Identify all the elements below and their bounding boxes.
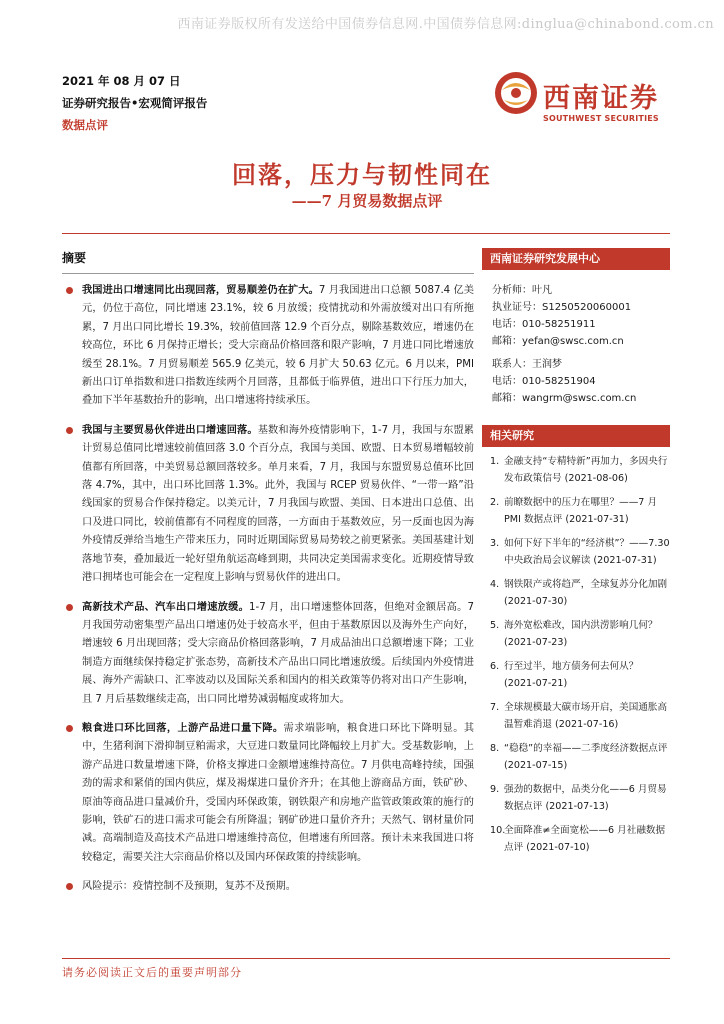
bullet-dot-icon (66, 287, 73, 294)
bullet-lead: 我国进出口增速同比出现回落，贸易顺差仍在扩大。 (82, 285, 319, 296)
abstract-divider (62, 273, 474, 274)
related-item[interactable]: 1. 金融支持“专精特新”再加力，多因央行发布政策信号 (2021-08-06) (490, 456, 668, 484)
bullet-lead: 粮食进口环比回落，上游产品进口量下降。 (82, 722, 284, 734)
logo-name-en: SOUTHWEST SECURITIES (543, 114, 659, 123)
report-subtitle: ——7 月贸易数据点评 (291, 192, 443, 210)
bullet-text (82, 720, 474, 867)
bullet-body: 需求端影响，粮食进口环比下降明显。其中，生猪利润下滑抑制豆粕需求，大豆进口数量同比降幅较上月扩大。受基数影响，上游产品进口数量增速下降，价格支撑进口金额增速维持高位。7 月供电高峰持续，国强劲的需求和紧俏的国内供应，煤及褐煤进口量价齐升；在其他上游商品方面，铁矿砂、原油等商品进口量减价升，受国内环保政策，钢铁限产和房地产监管政策政策的施行的影响，铁矿石的进口需求可能会有所降温；钢矿砂进口量价齐升；天然气、钢材量价同减。高端制造及高技术产品进口增速维持高位，但增速有所回落。预计未来我国进口将较稳定，需要关注大宗商品价格以及国内环保政策的持续影响。 (82, 722, 475, 863)
bullet-text (82, 878, 474, 896)
abstract-bullet (62, 422, 474, 588)
report-category: 数据点评 (62, 118, 108, 132)
related-research-heading: 相关研究 (482, 425, 670, 447)
related-item[interactable]: 3. 如何下好下半年的“经济棋”？——7.30 中央政治局会议解读 (2021-07-31) (490, 538, 670, 566)
bullet-dot-icon (66, 427, 73, 434)
footer-disclaimer: 请务必阅读正文后的重要声明部分 (62, 966, 242, 979)
related-item[interactable]: 6. 行至过半，地方债务何去何从？ (2021-07-21) (490, 661, 639, 689)
abstract-bullet (62, 599, 474, 709)
logo-mark-icon (493, 70, 539, 116)
watermark: 西南证券版权所有发送给中国债券信息网.中国债券信息网:dinglua@chinabond.com.cn (177, 17, 714, 32)
bullet-dot-icon (66, 604, 73, 611)
bullet-body: 基数和海外疫情影响下，1-7 月，我国与东盟累计贸易总值同比增速较前值回落 3.0 个百分点，我国与美国、欧盟、日本贸易增幅较前值都有所回落，中美贸易总额回落较多。单月来看，7 月，我国与东盟贸易总值环比回落 4.7%，其中，出口环比回落 1.3%。此外，我国与 RCEP 贸易伙伴、“一带一路”沿线国家的贸易合作保持稳定。以美元计，7 月我国与欧盟、美国、日本进出口总值、出口及进口同比，较前值都有不同程度的回落，一方面由于基数效应，另一反面也因为海外疫情反弹给当地生产带来压力，同时近期国际贸易局势较之前更紧张。美国基建计划落地节奏，叠加最近一轮好望角航运高峰到期，共同决定美国需求变化。近期疫情导致港口拥堵也可能会在一定程度上影响与贸易伙伴的进出口。 (82, 424, 474, 584)
abstract-bullet (62, 282, 474, 411)
bullet-body: 7 月我国进出口总额 5087.4 亿美元，仍位于高位，同比增速 23.1%，较 6 月放缓；疫情扰动和外需放缓对出口有所拖累，7 月出口同比增长 19.3%，较前值回落 12.9 个百分点，剔除基数效应，增速仍在较高位，环比 6 月保持正增长；受大宗商品价格回落和限产影响，7 月进口同比增速放缓至 28.1%。7 月贸易顺差 565.9 亿美元，较 6 月扩大 50.63 亿元。6 月以来，PMI 新出口订单指数和进口指数连续两个月回落，且都低于临界值，进出口下行压力加大，叠加下半年基数抬升的影响，出口增速将持续承压。 (82, 285, 474, 407)
related-item[interactable]: 7. 全球规模最大碳市场开启，美国通胀高温暂难消退 (2021-07-16) (490, 702, 668, 730)
analyst-license: 执业证号：S1250520060001 (492, 302, 632, 313)
abstract-section (62, 249, 474, 908)
related-item[interactable]: 8. “稳稳”的幸福——二季度经济数据点评 (2021-07-15) (490, 743, 668, 771)
bullet-body: 1-7 月，出口增速整体回落，但绝对金额居高。7 月我国劳动密集型产品出口增速仍处于较高水平，但由于基数原因以及海外生产向好，增速较 6 月出现回落；受大宗商品价格回落影响，7 月成品油出口总额增速下降；工业制造方面继续保持稳定扩张态势，高新技术产品出口同比增速放缓。后续国内外疫情进展、海外产需缺口、汇率波动以及国际关系和国内的相关政策等仍将对出口产生影响，且 7 月后基数继续走高，出口同比增势减弱幅度或将加大。 (82, 601, 475, 705)
report-title: 回落，压力与韧性同在 (232, 160, 492, 189)
bullet-body: 风险提示：疫情控制不及预期，复苏不及预期。 (82, 881, 296, 893)
research-center-heading: 西南证券研究发展中心 (482, 248, 670, 270)
footer-divider (62, 958, 670, 959)
analyst-info (482, 270, 670, 407)
contact-email[interactable]: 邮箱：wangrm@swsc.com.cn (492, 393, 637, 404)
sidebar (482, 248, 670, 863)
company-logo (493, 70, 673, 130)
related-item[interactable]: 4. 钢铁限产或将趋严，全球复苏分化加剧 (2021-07-30) (490, 579, 668, 607)
related-item[interactable]: 5. 海外宽松难改，国内洪涝影响几何？ (2021-07-23) (490, 620, 658, 648)
logo-name-cn: 西南证券 (543, 83, 659, 114)
abstract-heading: 摘要 (62, 251, 87, 265)
contact-name: 联系人：王润梦 (492, 359, 562, 370)
report-header (62, 73, 207, 133)
related-item[interactable]: 2. 前瞭数据中的压力在哪里？——7 月 PMI 数据点评 (2021-07-31) (490, 497, 658, 525)
report-type: 证券研究报告•宏观简评报告 (62, 96, 208, 110)
bullet-dot-icon (66, 883, 73, 890)
bullet-lead: 我国与主要贸易伙伴进出口增速回落。 (82, 424, 258, 436)
analyst-email[interactable]: 邮箱：yefan@swsc.com.cn (492, 336, 624, 347)
abstract-bullet (62, 720, 474, 867)
bullet-text (82, 282, 474, 411)
bullet-text (82, 599, 474, 709)
bullet-text (82, 422, 474, 588)
report-date: 2021 年 08 月 07 日 (62, 74, 181, 88)
related-item[interactable]: 10. 全面降准≠全面宽松——6 月社融数据点评 (2021-07-10) (490, 825, 666, 853)
related-research-list (482, 447, 670, 856)
bullet-dot-icon (66, 725, 73, 732)
related-item[interactable]: 9. 强劲的数据中，品类分化——6 月贸易数据点评 (2021-07-13) (490, 784, 667, 812)
analyst-name: 分析师：叶凡 (492, 285, 552, 296)
bullet-lead: 高新技术产品、汽车出口增速放缓。 (82, 601, 250, 613)
contact-phone: 电话：010-58251904 (492, 376, 596, 387)
risk-warning (62, 878, 474, 896)
analyst-phone: 电话：010-58251911 (492, 319, 596, 330)
title-divider (62, 233, 670, 234)
